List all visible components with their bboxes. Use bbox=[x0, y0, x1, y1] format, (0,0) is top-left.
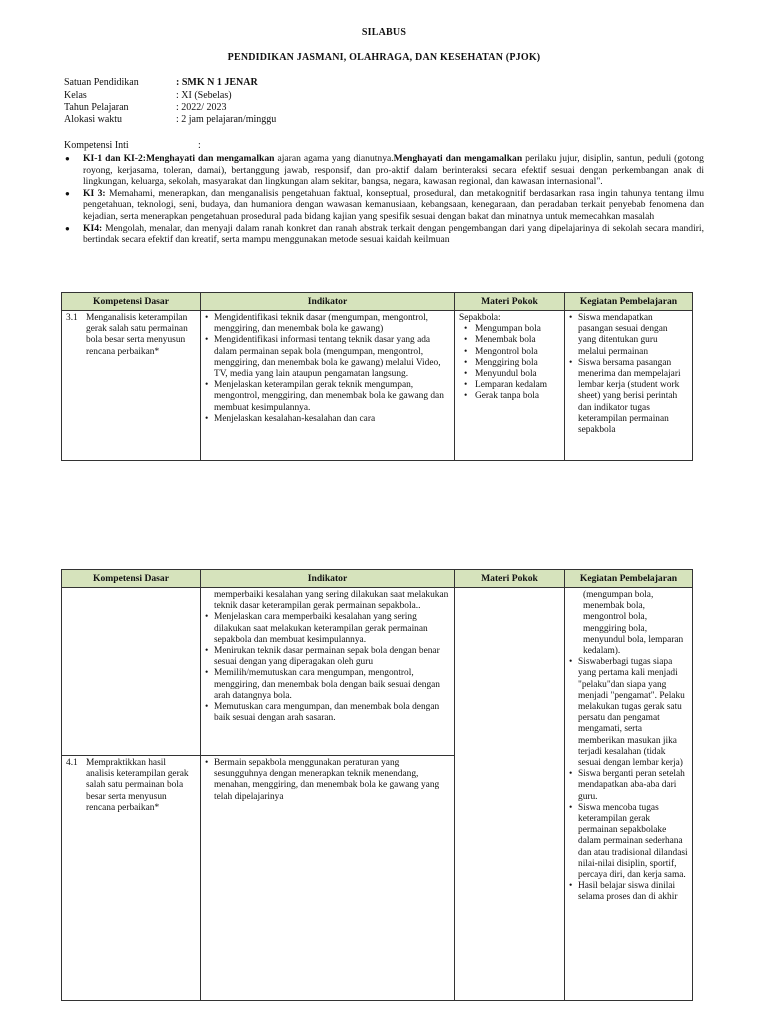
header-kegiatan: Kegiatan Pembelajaran bbox=[565, 570, 693, 588]
list-item: • Siswaberbagi tugas siapa yang pertama kali menjadi "pelaku"dan siapa yang menjadi "pengamat". Pelaku melakukan tugas gerak satu persatu dan pengamat mengamati, serta memberikan masukan jika terjadi kesalahan (tidak sesuai dengan lembar kerja) bbox=[569, 657, 688, 769]
ki-bold-text: Menghayati dan mengamalkan bbox=[393, 153, 523, 164]
list-item: • Menirukan teknik dasar permainan sepak bola dengan benar sesuai dengan yang diperagakan oleh guru bbox=[205, 646, 450, 668]
kegiatan-cell bbox=[565, 311, 693, 461]
list-item: • Memilih/memutuskan cara mengumpan, mengontrol, menggiring, dan menembak bola dengan baik sesuai dengan arah datangnya bola. bbox=[205, 668, 450, 702]
ki-text-cont: perilaku jujur, disiplin, santun, peduli (gotong royong, kerjasama, toleran, damai), bertanggung jawab, responsif, dan pro-aktif dalam berinteraksi secara efektif sesuai dengan perkembangan anak di lingkungan, keluarga, sekolah, masyarakat dan lingkungan alam sekitar, bangsa, negara, kawasan regional, dan kawasan internasional". bbox=[83, 153, 704, 188]
document-title: SILABUS bbox=[361, 27, 407, 38]
list-item: • Bermain sepakbola menggunakan peraturan yang sesungguhnya dengan menerapkan teknik menendang, menahan, menggiring, dan menembak bola ke gawang yang telah dipelajarinya bbox=[205, 758, 450, 803]
kegiatan-cell bbox=[565, 588, 693, 1001]
ki-text: Mengolah, menalar, dan menyaji dalam ranah konkret dan ranah abstrak terkait dengan pengembangan dari yang dipelajarinya di sekolah secara mandiri, bertindak secara efektif dan kreatif, serta mampu menggunakan metode sesuai kaidah keilmuan bbox=[83, 222, 704, 246]
identity-value: : XI (Sebelas) bbox=[176, 90, 232, 101]
identity-label: Alokasi waktu bbox=[64, 114, 123, 125]
kd-number: 4.1 bbox=[66, 758, 78, 768]
ki-heading: Kompetensi Inti bbox=[64, 140, 129, 151]
list-item: • Gerak tanpa bola bbox=[459, 391, 560, 402]
materi-cell bbox=[455, 311, 565, 461]
indikator-cell bbox=[201, 756, 455, 1001]
indikator-continued: memperbaiki kesalahan yang sering dilakukan saat melakukan teknik dasar keterampilan gerak permainan sepakbola.. bbox=[214, 590, 449, 612]
kd-cell bbox=[62, 588, 201, 756]
list-item: • Mengidentifikasi teknik dasar (mengumpan, mengontrol, menggiring, dan menembak bola ke gawang) bbox=[205, 313, 450, 335]
header-materi-pokok: Materi Pokok bbox=[455, 570, 565, 588]
ki-list bbox=[64, 153, 704, 246]
kd-cell bbox=[62, 756, 201, 1001]
kd-text: Menganalisis keterampilan gerak salah satu permainan bola besar serta menyusun rencana perbaikan* bbox=[86, 313, 188, 357]
list-item: • Siswa berganti peran setelah mendapatkan aba-aba dari guru. bbox=[569, 769, 688, 803]
ki-label: KI4: bbox=[83, 222, 103, 234]
list-item: • Memutuskan cara mengumpan, dan menembak bola dengan baik sesuai dengan arah sasaran. bbox=[205, 702, 450, 724]
list-item: • Menembak bola bbox=[459, 335, 560, 346]
list-item: • Menggiring bola bbox=[459, 358, 560, 369]
list-item: • Menyundul bola bbox=[459, 369, 560, 380]
ki-item bbox=[64, 223, 704, 246]
kegiatan-continued: (mengumpan bola, menembak bola, mengontrol bola, menggiring bola, menyundul bola, lemparan kedalam). bbox=[583, 590, 684, 657]
list-item: • Siswa bersama pasangan menerima dan mempelajari lembar kerja (student work sheet) yang berisi perintah dan indikator tugas keterampilan permainan sepakbola bbox=[569, 358, 688, 436]
list-item: • Mengumpan bola bbox=[459, 324, 560, 335]
indikator-cell bbox=[201, 311, 455, 461]
header-kompetensi-dasar: Kompetensi Dasar bbox=[62, 570, 201, 588]
ki-item bbox=[64, 153, 704, 188]
list-item: • Menjelaskan keterampilan gerak teknik mengumpan, mengontrol, menggiring, dan menembak bola ke gawang dan membuat kesimpulannya. bbox=[205, 380, 450, 414]
ki-heading-row bbox=[64, 140, 201, 151]
list-item: • Mengidentifikasi informasi tentang teknik dasar yang ada dalam permainan sepak bola (mengumpan, mengontrol, menggiring, dan menembak bola ke gawang) melalui Video, TV, media yang lain ataupun pengamatan langsung. bbox=[205, 335, 450, 380]
table-header-row bbox=[62, 570, 693, 588]
list-item: • Menjelaskan cara memperbaiki kesalahan yang sering dilakukan saat melakukan keterampilan gerak permainan sepakbola dan membuat kesimpulannya. bbox=[205, 612, 450, 646]
syllabus-table bbox=[61, 292, 693, 461]
materi-cell bbox=[455, 588, 565, 1001]
kd-number: 3.1 bbox=[66, 313, 78, 323]
document-subtitle: PENDIDIKAN JASMANI, OLAHRAGA, DAN KESEHATAN (PJOK) bbox=[227, 52, 541, 63]
ki-label: KI 3: bbox=[83, 187, 106, 199]
header-indikator: Indikator bbox=[201, 293, 455, 311]
identity-value: : 2022/ 2023 bbox=[176, 102, 227, 113]
ki-label: KI-1 dan KI-2:Menghayati dan mengamalkan bbox=[83, 153, 275, 164]
ki-text: ajaran agama yang dianutnya. bbox=[274, 153, 394, 164]
list-item: • Mengontrol bola bbox=[459, 347, 560, 358]
header-kegiatan: Kegiatan Pembelajaran bbox=[565, 293, 693, 311]
header-indikator: Indikator bbox=[201, 570, 455, 588]
header-kompetensi-dasar: Kompetensi Dasar bbox=[62, 293, 201, 311]
kd-cell bbox=[62, 311, 201, 461]
list-item: • Menjelaskan kesalahan-kesalahan dan cara bbox=[205, 414, 450, 425]
list-item: • Hasil belajar siswa dinilai selama proses dan di akhir bbox=[569, 881, 688, 903]
table-header-row bbox=[62, 293, 693, 311]
identity-value: : SMK N 1 JENAR bbox=[176, 77, 258, 88]
kd-text: Mempraktikkan hasil analisis keterampilan gerak salah satu permainan bola besar serta menyusun rencana perbaikan* bbox=[86, 758, 189, 813]
syllabus-table-continued bbox=[61, 569, 693, 1001]
list-item: • Siswa mendapatkan pasangan sesuai dengan yang ditentukan guru melalui permainan bbox=[569, 313, 688, 358]
list-item: • Lemparan kedalam bbox=[459, 380, 560, 391]
list-item: • Siswa mencoba tugas keterampilan gerak permainan sepakbolake dalam permainan sederhana dan atau tradisional dilandasi nilai-nilai disiplin, sportif, percaya diri, dan kerja sama. bbox=[569, 803, 688, 881]
table-row bbox=[62, 311, 693, 461]
materi-heading: Sepakbola: bbox=[459, 313, 501, 323]
identity-value: : 2 jam pelajaran/minggu bbox=[176, 114, 277, 125]
ki-text: Memahami, menerapkan, dan menganalisis pengetahuan faktual, konseptual, prosedural, dan metakognitif berdasarkan rasa ingin tahunya tentang ilmu pengetahuan, teknologi, seni, budaya, dan humaniora dengan wawasan kemanusiaan, kebangsaan, kenegaraan, dan peradaban terkait penyebab fenomena dan kejadian, serta menerapkan pengetahuan prosedural pada bidang kajian yang spesifik sesuai dengan bakat dan minatnya untuk memecahkan masalah bbox=[83, 187, 704, 222]
identity-label: Kelas bbox=[64, 90, 87, 101]
header-materi-pokok: Materi Pokok bbox=[455, 293, 565, 311]
indikator-cell bbox=[201, 588, 455, 756]
ki-item bbox=[64, 188, 704, 223]
identity-label: Tahun Pelajaran bbox=[64, 102, 129, 113]
identity-label: Satuan Pendidikan bbox=[64, 77, 139, 88]
ki-colon: : bbox=[198, 140, 201, 151]
table-row bbox=[62, 588, 693, 756]
